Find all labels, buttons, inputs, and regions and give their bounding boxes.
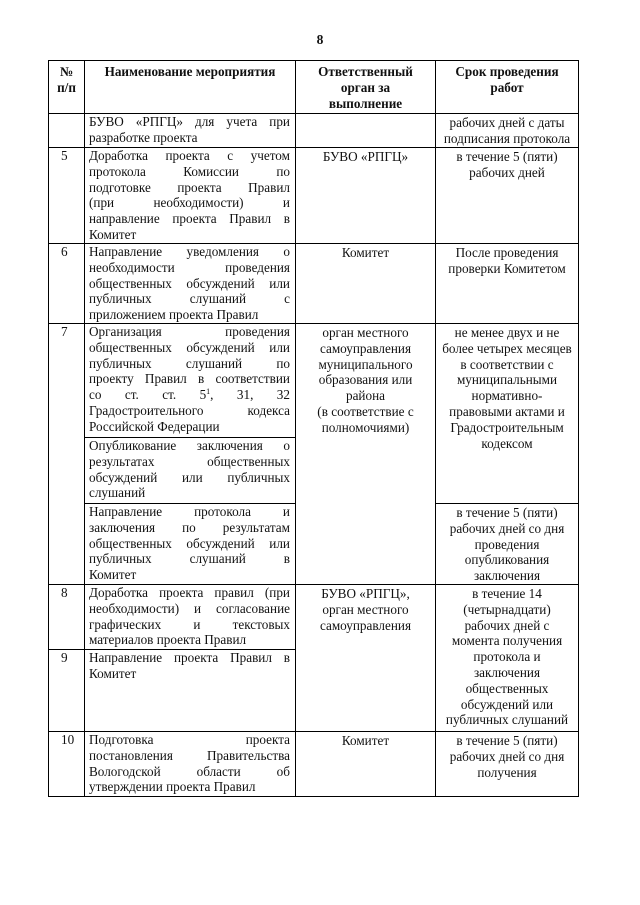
row-responsible: орган местного самоуправления муниципального образования или района (в соответствие с полномочиями) bbox=[296, 323, 436, 584]
row-responsible bbox=[296, 114, 436, 148]
table-row bbox=[49, 114, 579, 148]
header-action-name: Наименование мероприятия bbox=[85, 61, 296, 114]
row-number: 6 bbox=[49, 243, 85, 323]
row-deadline: в течение 5 (пяти) рабочих дней bbox=[436, 147, 579, 243]
row-action: Подготовка проекта постановления Правительства Вологодской области об утверждении проекта Правил bbox=[85, 731, 296, 796]
page-number: 8 bbox=[316, 32, 324, 47]
table-header-row bbox=[49, 61, 579, 114]
table-row bbox=[49, 584, 579, 649]
row-responsible: БУВО «РПГЦ» bbox=[296, 147, 436, 243]
row-responsible: Комитет bbox=[296, 731, 436, 796]
row-action: Доработка проекта с учетом протокола Комиссии по подготовке проекта Правил (при необходимости) и направление проекта Правил в Комитет bbox=[85, 147, 296, 243]
row-number: 10 bbox=[49, 731, 85, 796]
row-deadline: в течение 5 (пяти) рабочих дней со дня проведения опубликования заключения bbox=[436, 503, 579, 584]
row-action: Доработка проекта правил (при необходимости) и согласование графических и текстовых материалов проекта Правил bbox=[85, 584, 296, 649]
header-number: № п/п bbox=[49, 61, 85, 114]
row-number bbox=[49, 114, 85, 148]
row-action: Направление протокола и заключения по результатам общественных обсуждений или публичных слушаний в Комитет bbox=[85, 503, 296, 584]
row-responsible: Комитет bbox=[296, 243, 436, 323]
table-row bbox=[49, 147, 579, 243]
row-deadline: После проведения проверки Комитетом bbox=[436, 243, 579, 323]
row-responsible: БУВО «РПГЦ», орган местного самоуправления bbox=[296, 584, 436, 731]
row-number: 5 bbox=[49, 147, 85, 243]
row-number: 7 bbox=[49, 323, 85, 584]
row-deadline: рабочих дней с даты подписания протокола bbox=[436, 114, 579, 148]
row-action: БУВО «РПГЦ» для учета при разработке проекта bbox=[85, 114, 296, 148]
row-action: Опубликование заключения о результатах общественных обсуждений или публичных слушаний bbox=[85, 437, 296, 503]
table-row bbox=[49, 323, 579, 437]
header-deadline: Срок проведения работ bbox=[436, 61, 579, 114]
row-deadline: в течение 5 (пяти) рабочих дней со дня получения bbox=[436, 731, 579, 796]
row-number: 8 bbox=[49, 584, 85, 649]
table-row bbox=[49, 731, 579, 796]
row-action: Организация проведения общественных обсуждений или публичных слушаний по проекту Правил в соответствии со ст. ст. $5^1$, 31, 32 Градостроительного кодекса Российской Федерации bbox=[85, 323, 296, 437]
header-responsible: Ответственный орган за выполнение bbox=[296, 61, 436, 114]
row-action: Направление проекта Правил в Комитет bbox=[85, 649, 296, 731]
measures-table bbox=[48, 60, 579, 797]
row-number: 9 bbox=[49, 649, 85, 731]
row-deadline: не менее двух и не более четырех месяцев в соответствии с муниципальными нормативно- правовыми актами и Градостроительным кодексом bbox=[436, 323, 579, 503]
row-action: Направление уведомления о необходимости проведения общественных обсуждений или публичных слушаний с приложением проекта Правил bbox=[85, 243, 296, 323]
table-row bbox=[49, 243, 579, 323]
row-deadline: в течение 14 (четырнадцати) рабочих дней с момента получения протокола и заключения общественных обсуждений или публичных слушаний bbox=[436, 584, 579, 731]
